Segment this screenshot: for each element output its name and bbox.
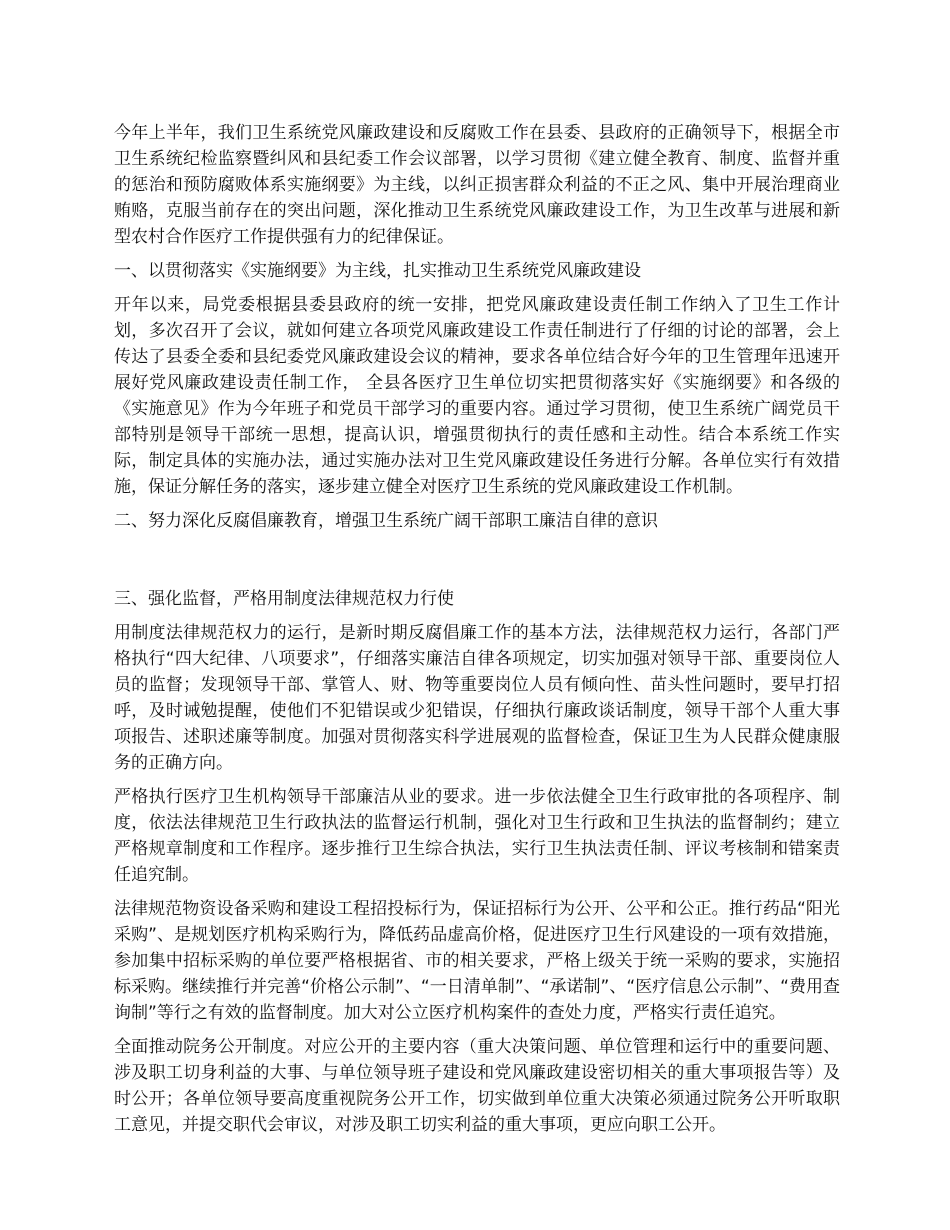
section-2-empty-space [114,542,840,586]
section-3-paragraph-3: 法律规范物资设备采购和建设工程招投标行为，保证招标行为公开、公平和公正。推行药品“阳光采购”、是规划医疗机构采购行为，降低药品虚高价格，促进医疗卫生行风建设的一项有效措施，参加集中招标采购的单位要严格根据省、市的相关要求，严格上级关于统一采购的要求，实施招标采购。继续推行并完善“价格公示制”、“一日清单制”、“承诺制”、“医疗信息公示制”、“费用查询制”等行之有效的监督制度。加大对公立医疗机构案件的查处力度，严格实行责任追究。 [114,899,840,1023]
document-body [114,120,840,1146]
intro-paragraph: 今年上半年，我们卫生系统党风廉政建设和反腐败工作在县委、县政府的正确领导下，根据全市卫生系统纪检监察暨纠风和县纪委工作会议部署，以学习贯彻《建立健全教育、制度、监督并重的惩治和预防腐败体系实施纲要》为主线，以纠正损害群众利益的不正之风、集中开展治理商业贿赂，克服当前存在的突出问题，深化推动卫生系统党风廉政建设工作，为卫生改革与进展和新型农村合作医疗工作提供强有力的纪律保证。 [114,123,840,247]
section-2-heading: 二、努力深化反腐倡廉教育，增强卫生系统广阔干部职工廉洁自律的意识 [114,511,658,531]
section-3-paragraph-4: 全面推动院务公开制度。对应公开的主要内容（重大决策问题、单位管理和运行中的重要问题、涉及职工切身利益的大事、与单位领导班子建设和党风廉政建设密切相关的重大事项报告等）及时公开；各单位领导要高度重视院务公开工作，切实做到单位重大决策必须通过院务公开听取职工意见，并提交职代会审议，对涉及职工切实利益的重大事项，更应向职工公开。 [114,1037,840,1135]
section-3-paragraph-2: 严格执行医疗卫生机构领导干部廉洁从业的要求。进一步依法健全卫生行政审批的各项程序、制度，依法法律规范卫生行政执法的监督运行机制，强化对卫生行政和卫生执法的监督制约；建立严格规章制度和工作程序。逐步推行卫生综合执法，实行卫生执法责任制、评议考核制和错案责任追究制。 [114,787,840,885]
section-1-heading: 一、以贯彻落实《实施纲要》为主线，扎实推动卫生系统党风廉政建设 [114,261,641,281]
section-3-paragraph-1: 用制度法律规范权力的运行，是新时期反腐倡廉工作的基本方法，法律规范权力运行，各部门严格执行“四大纪律、八项要求”，仔细落实廉洁自律各项规定，切实加强对领导干部、重要岗位人员的监督；发现领导干部、掌管人、财、物等重要岗位人员有倾向性、苗头性问题时，要早打招呼，及时诫勉提醒，使他们不犯错误或少犯错误，仔细执行廉政谈话制度，领导干部个人重大事项报告、述职述廉等制度。加强对贯彻落实科学进展观的监督检查，保证卫生为人民群众健康服务的正确方向。 [114,623,840,773]
section-3-heading: 三、强化监督，严格用制度法律规范权力行使 [114,589,454,609]
section-1-paragraph: 开年以来，局党委根据县委县政府的统一安排，把党风廉政建设责任制工作纳入了卫生工作计划，多次召开了会议，就如何建立各项党风廉政建设工作责任制进行了仔细的讨论的部署，会上传达了县委全委和县纪委党风廉政建设会议的精神，要求各单位结合好今年的卫生管理年迅速开展好党风廉政建设责任制工作， 全县各医疗卫生单位切实把贯彻落实好《实施纲要》和各级的《实施意见》作为今年班子和党员干部学习的重要内容。通过学习贯彻，使卫生系统广阔党员干部特别是领导干部统一思想，提高认识，增强贯彻执行的责任感和主动性。结合本系统工作实际，制定具体的实施办法，通过实施办法对卫生党风廉政建设任务进行分解。各单位实行有效措施，保证分解任务的落实，逐步建立健全对医疗卫生系统的党风廉政建设工作机制。 [114,295,840,497]
